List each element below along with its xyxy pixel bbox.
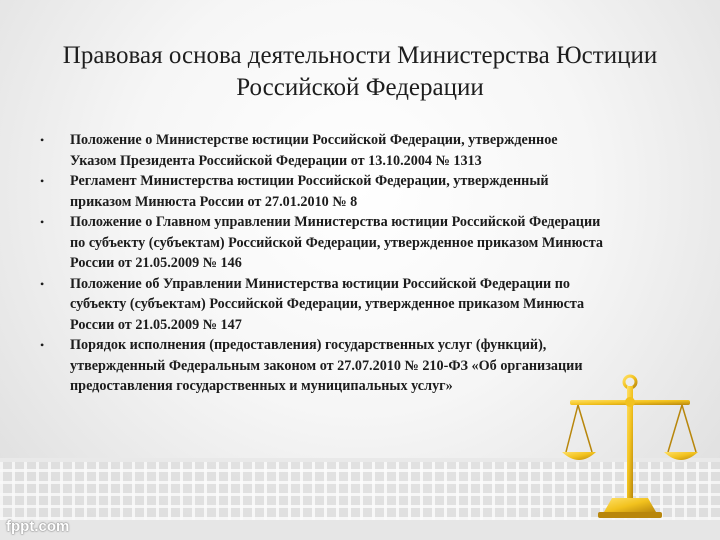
- watermark-text: fppt.com: [6, 518, 70, 535]
- legal-basis-list: [40, 130, 690, 397]
- bullet-marker: •: [40, 276, 45, 291]
- list-item: [40, 212, 690, 274]
- item-line: субъекту (субъектам) Российской Федерации, утвержденное приказом Минюста: [70, 296, 585, 312]
- bullet-marker: •: [40, 133, 45, 147]
- list-item: [40, 171, 690, 212]
- bullet-marker: •: [40, 174, 45, 188]
- slide-title-line-2: Российской Федерации: [236, 74, 484, 101]
- item-line: приказом Минюста России от 27.01.2010 № 8: [70, 193, 358, 210]
- item-line: Положение о Главном управлении Министерства юстиции Российской Федерации: [70, 214, 601, 230]
- item-line: Порядок исполнения (предоставления) государственных услуг (функций),: [70, 337, 547, 353]
- item-line: по субъекту (субъектам) Российской Федерации, утвержденное приказом Минюста: [70, 234, 603, 251]
- scales-of-justice-icon: [560, 370, 700, 520]
- item-line: предоставления государственных и муниципальных услуг»: [70, 378, 453, 394]
- item-line: России от 21.05.2009 № 146: [70, 255, 242, 271]
- bullet-marker: •: [40, 215, 45, 229]
- item-line: Положение об Управлении Министерства юстиции Российской Федерации по: [70, 275, 571, 292]
- bullet-marker: •: [40, 338, 45, 352]
- list-item: [40, 130, 690, 171]
- item-line: Положение о Министерстве юстиции Российской Федерации, утвержденное: [70, 132, 558, 148]
- slide-title-line-1: Правовая основа деятельности Министерства Юстиции: [62, 42, 658, 69]
- item-line: утвержденный Федеральным законом от 27.07.2010 № 210-ФЗ «Об организации: [70, 357, 583, 374]
- item-line: России от 21.05.2009 № 147: [70, 316, 242, 333]
- footer-strip: [0, 520, 720, 540]
- item-line: Указом Президента Российской Федерации от 13.10.2004 № 1313: [70, 152, 482, 169]
- item-line: Регламент Министерства юстиции Российской Федерации, утвержденный: [70, 173, 549, 189]
- list-item: [40, 274, 690, 336]
- slide-title: [40, 40, 680, 104]
